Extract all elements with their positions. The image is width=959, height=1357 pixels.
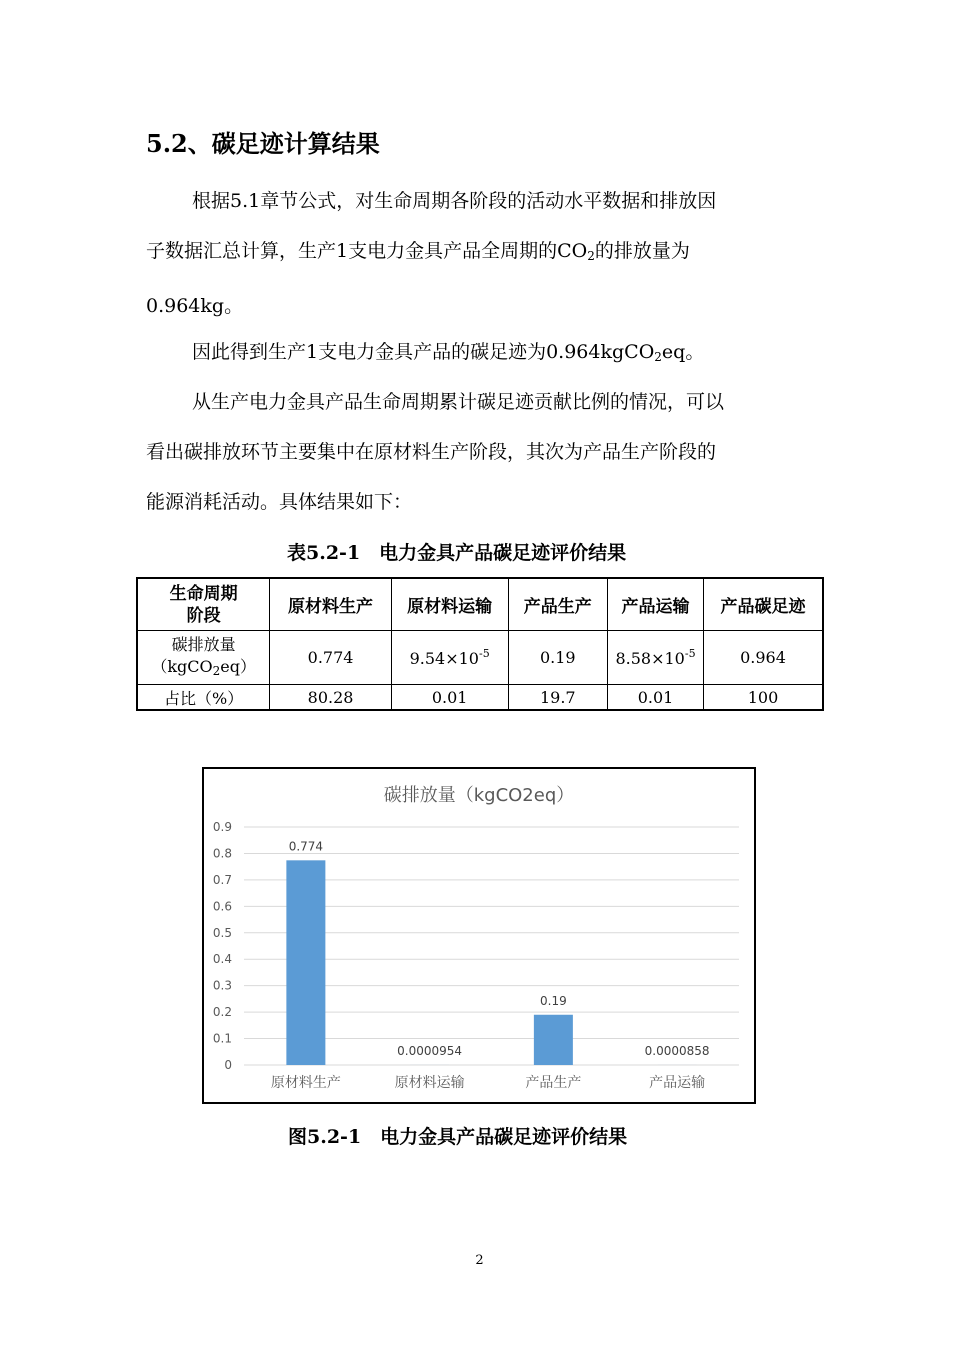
paragraph-line: 从生产电力金具产品生命周期累计碳足迹贡献比例的情况，可以 bbox=[192, 391, 725, 413]
y-tick-label: 0.4 bbox=[212, 952, 232, 967]
x-category-label: 原材料生产 bbox=[270, 1075, 341, 1091]
table-cell: 0.01 bbox=[608, 685, 704, 711]
y-tick-label: 0.9 bbox=[212, 820, 232, 834]
bar bbox=[286, 860, 325, 1065]
x-category-label: 产品生产 bbox=[525, 1075, 582, 1091]
paragraph-line: 子数据汇总计算，生产1支电力金具产品全周期的$CO_2$的排放量为 bbox=[146, 240, 690, 263]
paragraph-analysis bbox=[146, 377, 814, 527]
y-tick-label: 0.3 bbox=[212, 978, 232, 993]
paragraph-result bbox=[146, 176, 814, 331]
paragraph-footprint: 因此得到生产1支电力金具产品的碳足迹为0.964kgCO$_2$eq。 bbox=[192, 341, 705, 364]
table-row-label: 碳排放量 （kgCO$_2$eq） bbox=[137, 631, 270, 685]
bar-chart bbox=[202, 767, 756, 1104]
table-header-cell: 产品生产 bbox=[508, 578, 608, 631]
table-header-cell: 原材料运输 bbox=[391, 578, 508, 631]
table-header-cell: 原材料生产 bbox=[270, 578, 391, 631]
section-heading: 5.2、碳足迹计算结果 bbox=[146, 129, 380, 158]
data-label: 0.19 bbox=[540, 993, 567, 1008]
table-header-cell: 产品运输 bbox=[608, 578, 704, 631]
figure-caption: 图5.2-1 电力金具产品碳足迹评价结果 bbox=[288, 1126, 628, 1148]
results-table bbox=[136, 577, 824, 711]
paragraph-line: 根据5.1章节公式，对生命周期各阶段的活动水平数据和排放因 bbox=[192, 190, 717, 212]
data-label: 0.0000858 bbox=[644, 1043, 710, 1058]
page-number: 2 bbox=[475, 1253, 484, 1268]
table-header-cell: 生命周期 阶段 bbox=[137, 578, 270, 631]
paragraph-line: 看出碳排放环节主要集中在原材料生产阶段，其次为产品生产阶段的 bbox=[146, 441, 717, 463]
table-row-label: 占比（%） bbox=[137, 685, 270, 711]
table-row bbox=[137, 631, 823, 685]
chart-plot bbox=[204, 769, 754, 1102]
y-tick-label: 0.2 bbox=[212, 1005, 232, 1020]
y-tick-label: 0.6 bbox=[212, 899, 232, 914]
x-category-label: 产品运输 bbox=[649, 1075, 706, 1091]
paragraph-line: 0.964kg。 bbox=[146, 295, 244, 317]
table-cell: 80.28 bbox=[270, 685, 391, 711]
paragraph-line: 能源消耗活动。具体结果如下： bbox=[146, 491, 413, 513]
table-cell: $8.58\times 10^{-5}$ bbox=[608, 631, 704, 685]
table-cell: $9.54\times 10^{-5}$ bbox=[391, 631, 508, 685]
x-category-label: 原材料运输 bbox=[394, 1075, 465, 1091]
table-cell: 19.7 bbox=[508, 685, 608, 711]
table-header-row bbox=[137, 578, 823, 631]
y-tick-label: 0.8 bbox=[212, 846, 232, 861]
table-cell: 0.774 bbox=[270, 631, 391, 685]
y-tick-label: 0.1 bbox=[212, 1031, 232, 1046]
table-cell: 0.01 bbox=[391, 685, 508, 711]
y-tick-label: 0.7 bbox=[212, 872, 232, 887]
table-cell: 0.964 bbox=[703, 631, 823, 685]
bar bbox=[534, 1015, 573, 1065]
table-cell: 100 bbox=[703, 685, 823, 711]
data-label: 0.0000954 bbox=[397, 1043, 463, 1058]
table-cell: 0.19 bbox=[508, 631, 608, 685]
y-tick-label: 0 bbox=[224, 1058, 232, 1072]
table-header-cell: 产品碳足迹 bbox=[703, 578, 823, 631]
y-tick-label: 0.5 bbox=[212, 925, 232, 940]
data-label: 0.774 bbox=[288, 839, 324, 854]
chart-title: 碳排放量（kgCO2eq） bbox=[383, 785, 575, 806]
table-caption: 表5.2-1 电力金具产品碳足迹评价结果 bbox=[287, 542, 627, 564]
table-row bbox=[137, 685, 823, 711]
